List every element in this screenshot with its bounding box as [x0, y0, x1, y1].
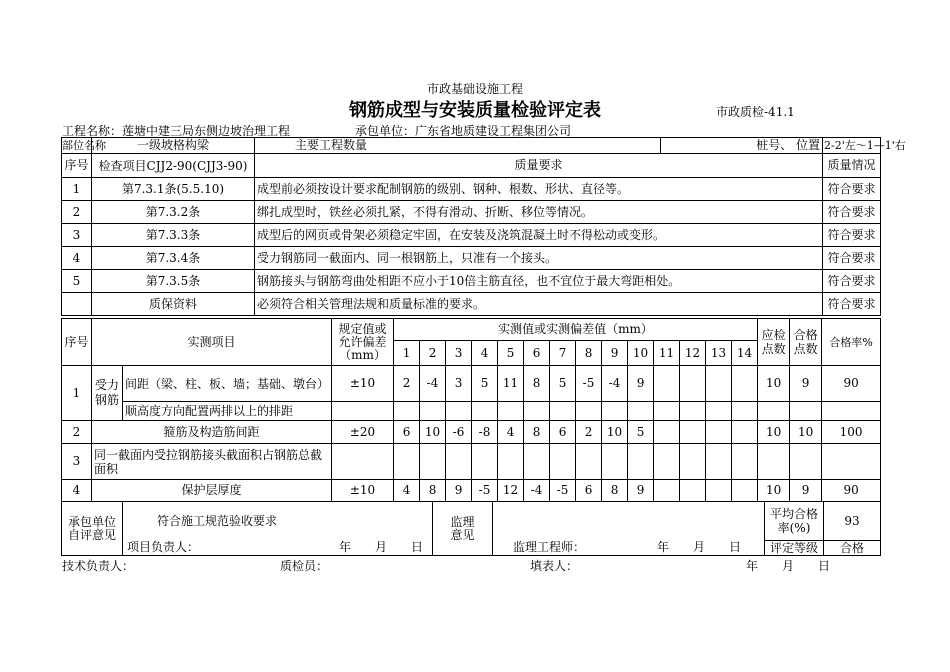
measure-value: -8	[472, 421, 498, 444]
measure-item: 间距（梁、柱、板、墙；基础、墩台）	[123, 366, 332, 402]
measure-row	[62, 402, 881, 421]
check-status: 符合要求	[823, 178, 881, 201]
qc-label: 质检员：	[280, 559, 329, 573]
check-status: 符合要求	[823, 270, 881, 293]
measure-value	[732, 421, 758, 444]
check-seq: 3	[62, 224, 92, 247]
measure-value: 6	[394, 421, 420, 444]
check-status: 符合要求	[823, 293, 881, 316]
measure-tolerance: ±20	[332, 421, 394, 444]
supervisor-opinion	[493, 502, 765, 541]
measure-seq: 1	[62, 366, 92, 421]
measure-value	[680, 366, 706, 402]
station-label: 桩号、 位置	[661, 138, 823, 154]
measure-row	[62, 444, 881, 480]
measure-value	[732, 366, 758, 402]
value-col-header: 8	[576, 341, 602, 366]
check-seq: 5	[62, 270, 92, 293]
measure-value: -4	[420, 366, 446, 402]
contractor-label: 承包单位：	[355, 124, 416, 138]
pm-label: 项目负责人：	[127, 540, 200, 555]
measure-should: 10	[758, 480, 790, 502]
check-status: 符合要求	[823, 247, 881, 270]
measure-pass: 9	[790, 480, 822, 502]
status-header: 质量情况	[823, 154, 881, 178]
contractor-opinion: 符合施工规范验收要求	[123, 502, 433, 541]
check-item-header: 检查项目CJJ2-90(CJJ3-90)	[92, 154, 255, 178]
check-seq: 2	[62, 201, 92, 224]
avg-rate-value: 93	[824, 502, 881, 541]
measure-value	[706, 421, 732, 444]
form-code: 市政质检-41.1	[716, 105, 795, 119]
qty-label: 主要工程数量	[295, 138, 368, 152]
measure-value	[706, 480, 732, 502]
project-name: 莲塘中建三局东侧边坡治理工程	[122, 124, 291, 138]
pass-rate-header: 合格率%	[822, 319, 881, 366]
measure-value: 12	[498, 480, 524, 502]
form-title: 钢筋成型与安装质量检验评定表	[349, 100, 601, 121]
measure-value	[654, 480, 680, 502]
check-clause: 第7.3.3条	[92, 224, 255, 247]
measure-row	[62, 421, 881, 444]
measure-value: 10	[602, 421, 628, 444]
value-col-header: 11	[654, 341, 680, 366]
check-seq: 4	[62, 247, 92, 270]
measure-item-header: 实测项目	[92, 319, 332, 366]
measure-value: 5	[472, 366, 498, 402]
measure-value: 9	[628, 480, 654, 502]
measure-rate: 100	[822, 421, 881, 444]
engineer-date: 年 月 日	[657, 540, 742, 555]
measure-seq-header: 序号	[62, 319, 92, 366]
engineer-sign-line	[493, 541, 765, 556]
measure-value	[706, 366, 732, 402]
measure-value: 3	[446, 366, 472, 402]
contractor-opinion-label: 承包单位自评意见	[62, 502, 123, 556]
value-col-header: 14	[732, 341, 758, 366]
check-clause: 第7.3.2条	[92, 201, 255, 224]
measure-value	[654, 421, 680, 444]
measure-item: 箍筋及构造筋间距	[92, 421, 332, 444]
measure-seq: 3	[62, 444, 92, 480]
check-seq	[62, 293, 92, 316]
measure-value: 8	[420, 480, 446, 502]
measure-value: 5	[628, 421, 654, 444]
measure-value: 6	[550, 421, 576, 444]
measure-pass: 10	[790, 421, 822, 444]
check-status: 符合要求	[823, 201, 881, 224]
pm-sign-line	[123, 541, 433, 556]
requirement-header: 质量要求	[255, 154, 823, 178]
evaluation-table	[61, 501, 881, 556]
measure-value: 8	[602, 480, 628, 502]
tolerance-header: 规定值或允许偏差（mm）	[332, 319, 394, 366]
measure-value	[680, 480, 706, 502]
measure-item: 保护层厚度	[92, 480, 332, 502]
measure-row	[62, 480, 881, 502]
measure-item: 同一截面内受拉钢筋接头截面积占钢筋总截面积	[92, 444, 332, 480]
station-value: 2-2'左～1—1'右	[824, 139, 906, 152]
measure-value	[732, 480, 758, 502]
contractor-name: 广东省地质建设工程集团公司	[415, 124, 572, 138]
check-seq: 1	[62, 178, 92, 201]
engineer-label: 监理工程师：	[513, 540, 586, 555]
form-subtitle: 市政基础设施工程	[426, 82, 523, 96]
grade-label: 评定等级	[765, 541, 824, 556]
project-label: 工程名称：	[62, 124, 123, 138]
check-table	[61, 137, 906, 316]
measure-value: -5	[472, 480, 498, 502]
value-col-header: 5	[498, 341, 524, 366]
measure-rate: 90	[822, 480, 881, 502]
check-clause: 质保资料	[92, 293, 255, 316]
part-label: 部位名称	[62, 139, 106, 152]
measure-value: 2	[394, 366, 420, 402]
grade-value: 合格	[824, 541, 881, 556]
measure-value: 8	[524, 366, 550, 402]
measure-value: -5	[550, 480, 576, 502]
avg-rate-label: 平均合格率(%)	[765, 502, 824, 541]
value-col-header: 9	[602, 341, 628, 366]
check-requirement: 成型后的网页或骨架必须稳定牢固，在安装及浇筑混凝土时不得松动或变形。	[255, 224, 823, 247]
qty-cell	[255, 138, 661, 154]
check-requirement: 成型前必须按设计要求配制钢筋的级别、钢种、根数、形状、直径等。	[255, 178, 823, 201]
pass-count-header: 合格点数	[790, 319, 822, 366]
measure-value: 5	[550, 366, 576, 402]
check-requirement: 绑扎成型时，铁丝必须扎紧，不得有滑动、折断、移位等情况。	[255, 201, 823, 224]
measure-value: 2	[576, 421, 602, 444]
footer-date: 年 月 日	[746, 559, 831, 573]
check-status: 符合要求	[823, 224, 881, 247]
value-col-header: 13	[706, 341, 732, 366]
measure-should: 10	[758, 421, 790, 444]
measure-value: 10	[420, 421, 446, 444]
check-clause: 第7.3.4条	[92, 247, 255, 270]
measure-tolerance: ±10	[332, 480, 394, 502]
measure-value: -5	[576, 366, 602, 402]
value-col-header: 2	[420, 341, 446, 366]
measure-value: -4	[602, 366, 628, 402]
value-col-header: 4	[472, 341, 498, 366]
value-col-header: 7	[550, 341, 576, 366]
check-requirement: 钢筋接头与钢筋弯曲处相距不应小于10倍主筋直径，也不宜位于最大弯距相处。	[255, 270, 823, 293]
measure-value: 8	[524, 421, 550, 444]
value-col-header: 1	[394, 341, 420, 366]
measure-seq: 2	[62, 421, 92, 444]
measure-value: 9	[628, 366, 654, 402]
check-clause: 第7.3.1条(5.5.10)	[92, 178, 255, 201]
check-seq-header: 序号	[62, 154, 92, 178]
measure-tolerance: ±10	[332, 366, 394, 402]
measure-item: 顺高度方向配置两排以上的排距	[123, 402, 332, 421]
measure-value	[654, 366, 680, 402]
value-col-header: 3	[446, 341, 472, 366]
measure-value: 4	[394, 480, 420, 502]
measure-row	[62, 366, 881, 402]
measure-value	[680, 421, 706, 444]
value-col-header: 10	[628, 341, 654, 366]
measure-pass: 9	[790, 366, 822, 402]
value-col-header: 6	[524, 341, 550, 366]
measure-value: -4	[524, 480, 550, 502]
measure-rate: 90	[822, 366, 881, 402]
measure-value: 6	[576, 480, 602, 502]
check-clause: 第7.3.5条	[92, 270, 255, 293]
measure-should: 10	[758, 366, 790, 402]
supervisor-opinion-label: 监理意见	[433, 502, 493, 556]
part-value: 一级坡格构梁	[92, 138, 255, 154]
measure-seq: 4	[62, 480, 92, 502]
pm-date: 年 月 日	[339, 540, 424, 555]
values-header: 实测值或实测偏差值（mm）	[394, 319, 758, 341]
should-check-header: 应检点数	[758, 319, 790, 366]
check-requirement: 必须符合相关管理法规和质量标准的要求。	[255, 293, 823, 316]
measure-group: 受力钢筋	[92, 366, 123, 421]
measure-value: -6	[446, 421, 472, 444]
measure-value: 9	[446, 480, 472, 502]
value-col-header: 12	[680, 341, 706, 366]
filler-label: 填表人：	[530, 559, 579, 573]
measure-value: 11	[498, 366, 524, 402]
measure-value: 4	[498, 421, 524, 444]
tech-lead-label: 技术负责人：	[62, 559, 135, 573]
measure-table	[61, 318, 881, 502]
check-requirement: 受力钢筋同一截面内、同一根钢筋上，只准有一个接头。	[255, 247, 823, 270]
